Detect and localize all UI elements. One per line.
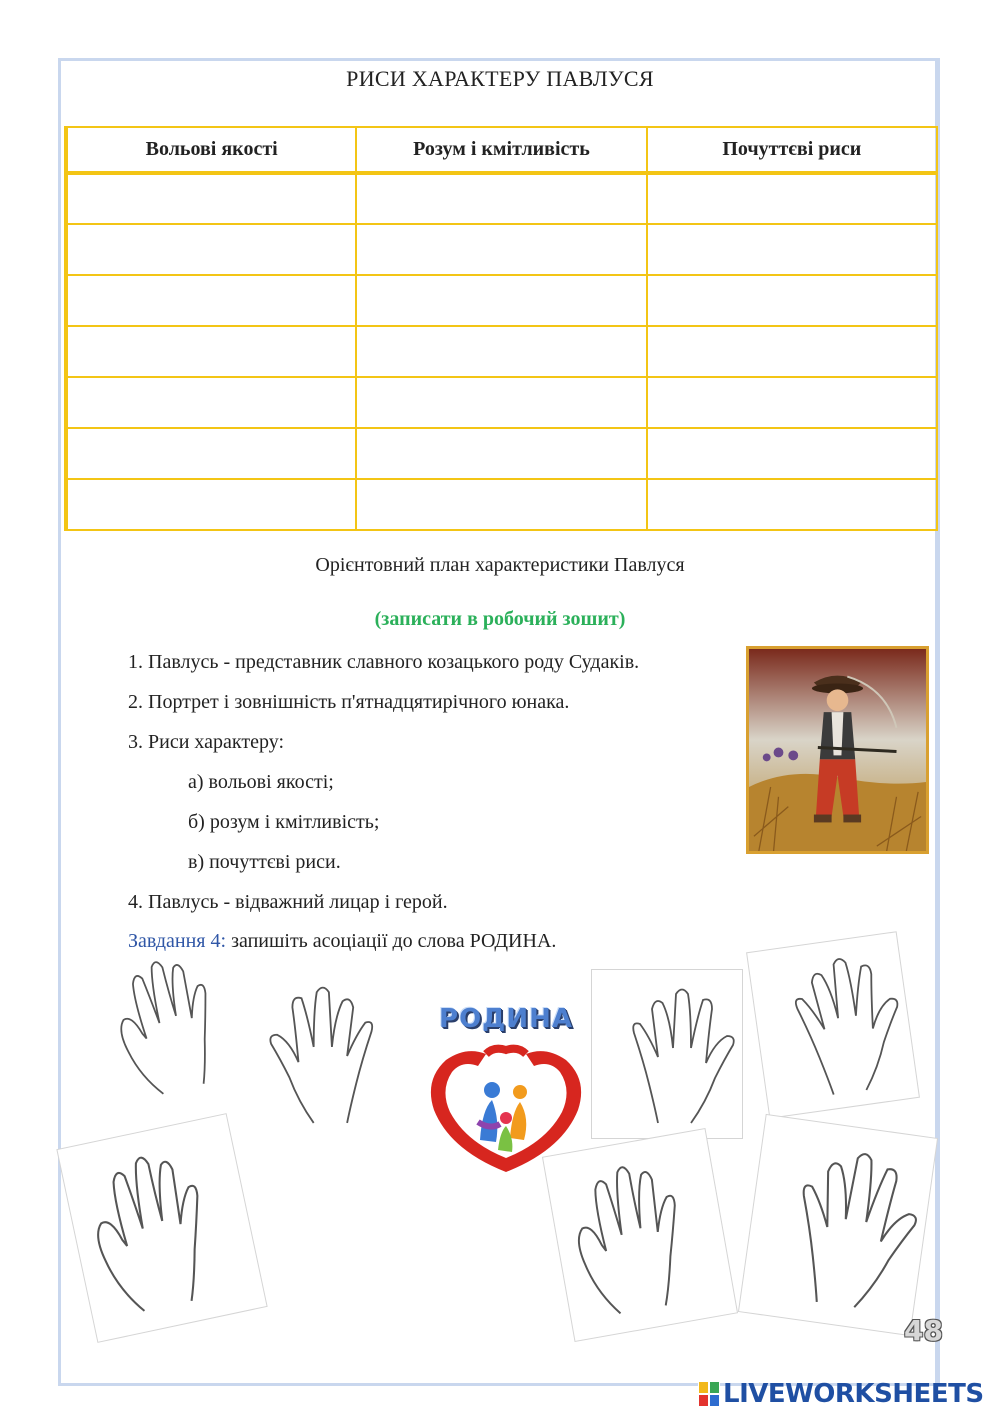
table-cell[interactable] xyxy=(356,275,646,326)
table-cell[interactable] xyxy=(66,326,356,377)
table-cell[interactable] xyxy=(66,479,356,530)
cossack-boy-illustration xyxy=(746,646,929,854)
table-cell[interactable] xyxy=(356,377,646,428)
plan-subitem: б) розум і кмітливість; xyxy=(188,811,380,833)
header-intellect: Розум і кмітливість xyxy=(356,127,646,173)
task-text: запишіть асоціації до слова РОДИНА. xyxy=(226,930,557,952)
header-volitional: Вольові якості xyxy=(66,127,356,173)
header-emotional: Почуттєві риси xyxy=(647,127,937,173)
table-row xyxy=(66,377,937,428)
hand-outline-3[interactable] xyxy=(592,970,742,1138)
plan-item: 4. Павлусь - відважний лицар і герой. xyxy=(128,891,448,913)
table-cell[interactable] xyxy=(647,326,937,377)
table-cell[interactable] xyxy=(356,224,646,275)
plan-note: (записати в робочий зошит) xyxy=(374,608,626,630)
plan-item: 1. Павлусь - представник славного козацького роду Судаків. xyxy=(128,651,640,673)
plan-list xyxy=(128,648,738,928)
table-header-row xyxy=(66,127,937,173)
liveworksheets-logo[interactable] xyxy=(698,1378,984,1410)
table-cell[interactable] xyxy=(647,479,937,530)
table-cell[interactable] xyxy=(647,173,937,224)
plan-subitem: в) почуттєві риси. xyxy=(188,851,341,873)
table-cell[interactable] xyxy=(647,224,937,275)
table-cell[interactable] xyxy=(356,173,646,224)
table-cell[interactable] xyxy=(66,173,356,224)
family-logo xyxy=(420,1000,592,1182)
table-row xyxy=(66,479,937,530)
table-cell[interactable] xyxy=(66,275,356,326)
table-cell[interactable] xyxy=(356,479,646,530)
plan-item: 2. Портрет і зовнішність п'ятнадцятирічного юнака. xyxy=(128,691,570,713)
table-row xyxy=(66,428,937,479)
hand-outline-7[interactable] xyxy=(739,1115,937,1335)
table-cell[interactable] xyxy=(66,224,356,275)
task-label: Завдання 4: xyxy=(128,930,227,952)
table-cell[interactable] xyxy=(66,428,356,479)
plan-item: 3. Риси характеру: xyxy=(128,731,284,753)
table-cell[interactable] xyxy=(66,377,356,428)
table-row xyxy=(66,275,937,326)
hand-outline-4[interactable] xyxy=(747,932,919,1117)
traits-table xyxy=(64,126,938,531)
logo-word: РОДИНА xyxy=(439,1004,573,1034)
liveworksheets-mark-icon xyxy=(698,1381,720,1407)
hand-outline-2[interactable] xyxy=(262,968,414,1138)
table-cell[interactable] xyxy=(356,428,646,479)
table-row xyxy=(66,326,937,377)
table-cell[interactable] xyxy=(356,326,646,377)
table-cell[interactable] xyxy=(647,275,937,326)
table-row xyxy=(66,224,937,275)
plan-subitem: а) вольові якості; xyxy=(188,771,334,793)
plan-title: Орієнтовний план характеристики Павлуся xyxy=(315,554,685,576)
brand-name: LIVEWORKSHEETS xyxy=(723,1379,984,1409)
table-cell[interactable] xyxy=(647,377,937,428)
table-row xyxy=(66,173,937,224)
worksheet-title: РИСИ ХАРАКТЕРУ ПАВЛУСЯ xyxy=(346,66,654,91)
page-number: 48 xyxy=(904,1314,943,1347)
table-cell[interactable] xyxy=(647,428,937,479)
